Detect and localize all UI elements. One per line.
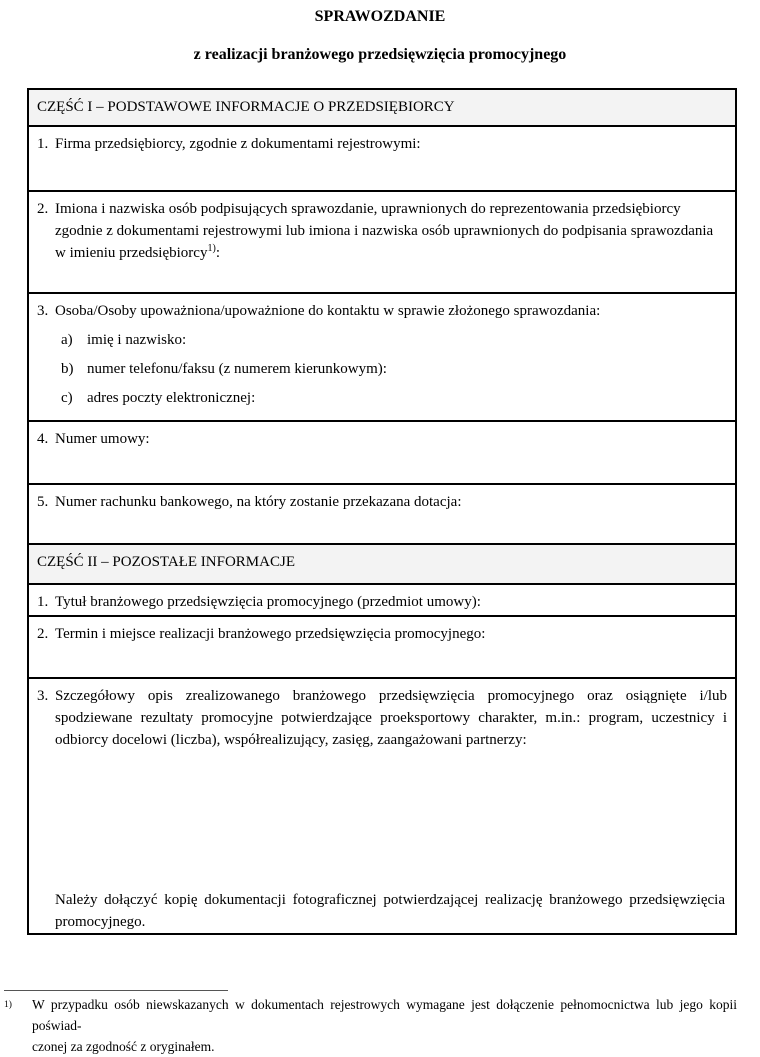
row-company-name bbox=[28, 126, 736, 191]
item-number: 1. bbox=[37, 136, 49, 152]
subitem-contact-email bbox=[61, 387, 727, 409]
item-project-title bbox=[37, 591, 727, 613]
footnote-text bbox=[32, 994, 737, 1057]
item-label: Termin i miejsce realizacji branżowego przedsięwzięcia promocyjnego: bbox=[55, 626, 486, 642]
section-header-part2: CZĘŚĆ II – POZOSTAŁE INFORMACJE bbox=[28, 544, 736, 584]
row-project-date-place bbox=[28, 616, 736, 678]
row-signatories bbox=[28, 191, 736, 293]
footnote-marker: 1) bbox=[4, 1000, 12, 1010]
subitem-letter: c) bbox=[61, 390, 73, 406]
item-label-text: Imiona i nazwiska osób podpisujących sprawozdanie, uprawnionych do reprezentowania przedsiębiorcy zgodnie z dokumentami rejestrowymi lub imiona i nazwiska osób uprawnionych do podpisania sprawozdania w imieniu przedsiębiorcy bbox=[55, 201, 714, 261]
row-bank-account bbox=[28, 484, 736, 544]
page-title: SPRAWOZDANIE bbox=[314, 8, 446, 25]
row-project-description bbox=[28, 678, 736, 934]
footnote-line2: czonej za zgodność z oryginałem. bbox=[32, 1039, 215, 1054]
item-label: Szczegółowy opis zrealizowanego branżowego przedsięwzięcia promocyjnego oraz osiągnięte i/lub spodziewane rezultaty promocyjne potwierdzające proeksportowy charakter, m.in.: program, uczestnicy i odbiorcy docelowi (liczba), współrealizujący, zasięg, zaangażowani partnerzy: bbox=[55, 688, 727, 748]
item-project-description bbox=[37, 685, 727, 751]
item-bank-account bbox=[37, 491, 727, 513]
item-number: 3. bbox=[37, 303, 49, 319]
item-project-date-place bbox=[37, 623, 727, 645]
section-header-part1: CZĘŚĆ I – PODSTAWOWE INFORMACJE O PRZEDSIĘBIORCY bbox=[28, 89, 736, 126]
item-number: 4. bbox=[37, 431, 49, 447]
item-number: 1. bbox=[37, 594, 49, 610]
subitem-label: imię i nazwisko: bbox=[87, 332, 187, 348]
subitem-label: adres poczty elektronicznej: bbox=[87, 390, 256, 406]
page-subtitle: z realizacji branżowego przedsięwzięcia promocyjnego bbox=[193, 46, 567, 63]
row-contact-persons bbox=[28, 293, 736, 421]
form-table bbox=[27, 88, 737, 935]
item-label: Tytuł branżowego przedsięwzięcia promocyjnego (przedmiot umowy): bbox=[55, 594, 481, 610]
item-number: 2. bbox=[37, 626, 49, 642]
section-header-row-part1 bbox=[28, 89, 736, 126]
subitem-label: numer telefonu/faksu (z numerem kierunkowym): bbox=[87, 361, 387, 377]
row-contract-number bbox=[28, 421, 736, 484]
item-contract-number bbox=[37, 428, 727, 450]
item-label: Numer umowy: bbox=[55, 431, 150, 447]
item-label: Osoba/Osoby upoważniona/upoważnione do kontaktu w sprawie złożonego sprawozdania: bbox=[55, 303, 601, 319]
item-contact-persons bbox=[37, 300, 727, 322]
row-project-title bbox=[28, 584, 736, 616]
footnote-separator-rule bbox=[4, 990, 228, 991]
subitem-contact-name bbox=[61, 329, 727, 351]
item-company-name bbox=[37, 133, 727, 155]
item-label: Numer rachunku bankowego, na który zostanie przekazana dotacja: bbox=[55, 494, 462, 510]
footnote-reference: 1) bbox=[207, 243, 216, 254]
photo-documentation-note: Należy dołączyć kopię dokumentacji fotograficznej potwierdzającej realizację branżowego przedsięwzięcia promocyjnego. bbox=[55, 892, 725, 930]
subitem-contact-phone bbox=[61, 358, 727, 380]
footnote-line1: W przypadku osób niewskazanych w dokumentach rejestrowych wymagane jest dołączenie pełnomocnictwa lub jego kopii poświad- bbox=[32, 997, 737, 1033]
subitem-letter: a) bbox=[61, 332, 73, 348]
item-number: 3. bbox=[37, 688, 49, 704]
subitem-letter: b) bbox=[61, 361, 74, 377]
item-signatories bbox=[37, 198, 727, 264]
item-number: 5. bbox=[37, 494, 49, 510]
item-label-colon: : bbox=[215, 245, 220, 261]
footnote bbox=[4, 990, 737, 1057]
section-header-row-part2 bbox=[28, 544, 736, 584]
item-number: 2. bbox=[37, 201, 49, 217]
item-label: Firma przedsiębiorcy, zgodnie z dokumentami rejestrowymi: bbox=[55, 136, 421, 152]
item-label bbox=[55, 198, 727, 264]
